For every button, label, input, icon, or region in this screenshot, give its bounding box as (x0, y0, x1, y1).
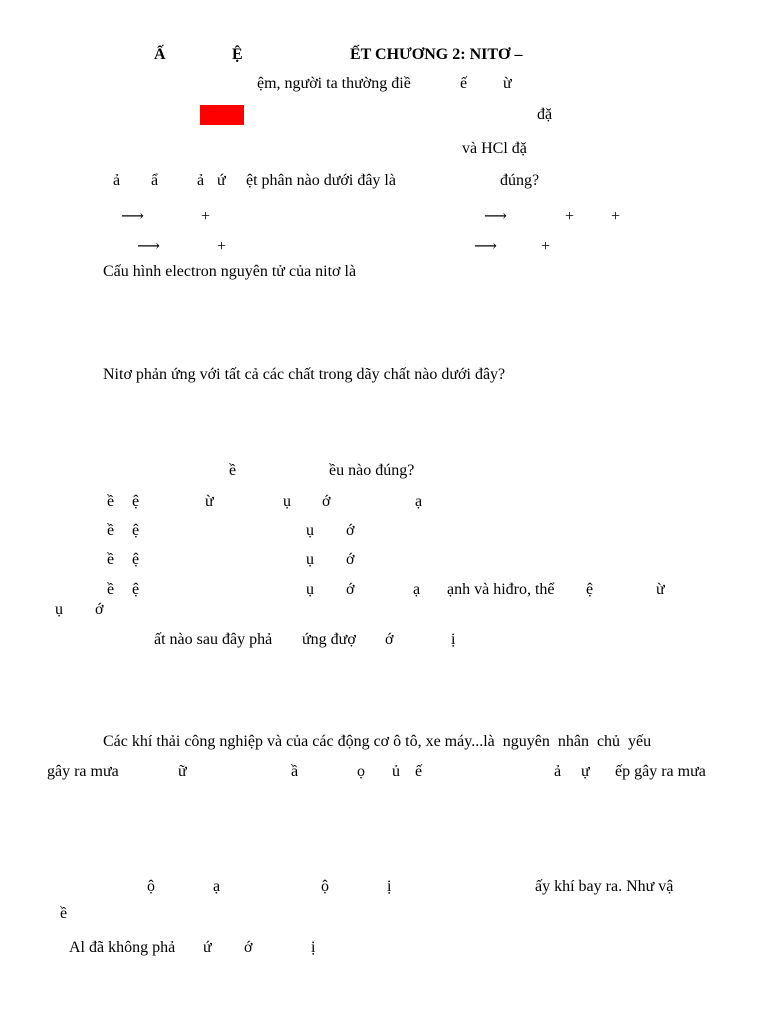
text-fragment: đặ (537, 106, 553, 123)
plus-sign: + (217, 238, 227, 255)
title-fragment: Ệ (232, 46, 243, 63)
text-fragment: ệ (132, 522, 140, 539)
text-fragment: ụ (306, 551, 314, 568)
text-fragment: ộ (321, 878, 329, 895)
title-fragment: Ấ (154, 46, 166, 63)
text-fragment: ớ (244, 939, 253, 956)
text-fragment: ề (60, 905, 68, 922)
question-text: ệt phân nào dưới đây là (246, 172, 396, 189)
text-fragment: ớ (385, 631, 394, 648)
text-fragment: và HCl đặ (462, 140, 527, 157)
text-fragment: ớ (95, 601, 104, 618)
text-fragment: ả (554, 763, 562, 780)
text-fragment: ề (229, 462, 237, 479)
text-fragment: ụ (55, 601, 63, 618)
question-text: ất nào sau đây phả (154, 631, 273, 648)
paragraph-text: ếp gây ra mưa (615, 763, 706, 780)
question-text: ứng đượ (302, 631, 356, 648)
text-fragment: ạ (213, 878, 221, 895)
text-fragment: ứ (217, 172, 226, 189)
text-fragment: ệ (586, 581, 594, 598)
text-fragment: ừ (205, 493, 214, 510)
text-fragment: ớ (346, 551, 355, 568)
text-fragment: ệ (132, 581, 140, 598)
text-fragment: ế (415, 763, 423, 780)
text-fragment: ừ (656, 581, 665, 598)
question-text: đúng? (500, 172, 540, 189)
text-fragment: ự (581, 763, 590, 780)
text-fragment: ạ (413, 581, 421, 598)
text-fragment: ớ (346, 522, 355, 539)
text-fragment: ề (107, 493, 115, 510)
text-fragment: ả (197, 172, 205, 189)
question-text: Nitơ phản ứng với tất cả các chất trong dãy chất nào dưới đây? (103, 366, 506, 383)
text-fragment: ụ (283, 493, 291, 510)
text-fragment: ạ (415, 493, 423, 510)
text-fragment: ủ (392, 763, 400, 780)
text-fragment: ụ (306, 581, 314, 598)
paragraph-text: ấy khí bay ra. Như vậ (535, 878, 674, 895)
text-fragment: ị (387, 878, 392, 895)
text-fragment: ộ (147, 878, 155, 895)
paragraph-text: Các khí thải công nghiệp và của các động cơ ô tô, xe máy...là nguyên nhân chủ yếu (103, 733, 652, 750)
text-fragment: ụ (306, 522, 314, 539)
plus-sign: + (541, 238, 551, 255)
text-fragment: ớ (346, 581, 355, 598)
text-fragment: ề (107, 522, 115, 539)
paragraph-text: Al đã không phả (69, 939, 176, 956)
text-fragment: ầ (291, 763, 299, 780)
text-fragment: ạnh và hiđro, thể (447, 581, 555, 598)
plus-sign: + (565, 208, 575, 225)
text-fragment: ữ (178, 763, 187, 780)
text-fragment: ọ (357, 763, 365, 780)
text-fragment: ệm, người ta thường điề (257, 75, 411, 92)
text-fragment: ề (107, 581, 115, 598)
reaction-arrow: ⟶ (137, 238, 160, 255)
text-fragment: ả (113, 172, 121, 189)
text-fragment: ừ (503, 75, 512, 92)
question-text: ều nào đúng? (329, 462, 415, 479)
text-fragment: ẩ (151, 172, 159, 189)
reaction-arrow: ⟶ (474, 238, 497, 255)
reaction-arrow: ⟶ (484, 208, 507, 225)
title-heading: ẾT CHƯƠNG 2: NITƠ – (350, 46, 523, 63)
text-fragment: ớ (322, 493, 331, 510)
plus-sign: + (201, 208, 211, 225)
text-fragment: ệ (132, 493, 140, 510)
text-fragment: ệ (132, 551, 140, 568)
reaction-arrow: ⟶ (121, 208, 144, 225)
text-fragment: ị (451, 631, 456, 648)
text-fragment: ế (460, 75, 468, 92)
text-fragment: ứ (203, 939, 212, 956)
text-fragment: ề (107, 551, 115, 568)
question-text: Cấu hình electron nguyên tử của nitơ là (103, 263, 357, 280)
plus-sign: + (611, 208, 621, 225)
paragraph-text: gây ra mưa (47, 763, 119, 780)
text-fragment: ị (311, 939, 316, 956)
red-highlight-box (200, 105, 244, 125)
